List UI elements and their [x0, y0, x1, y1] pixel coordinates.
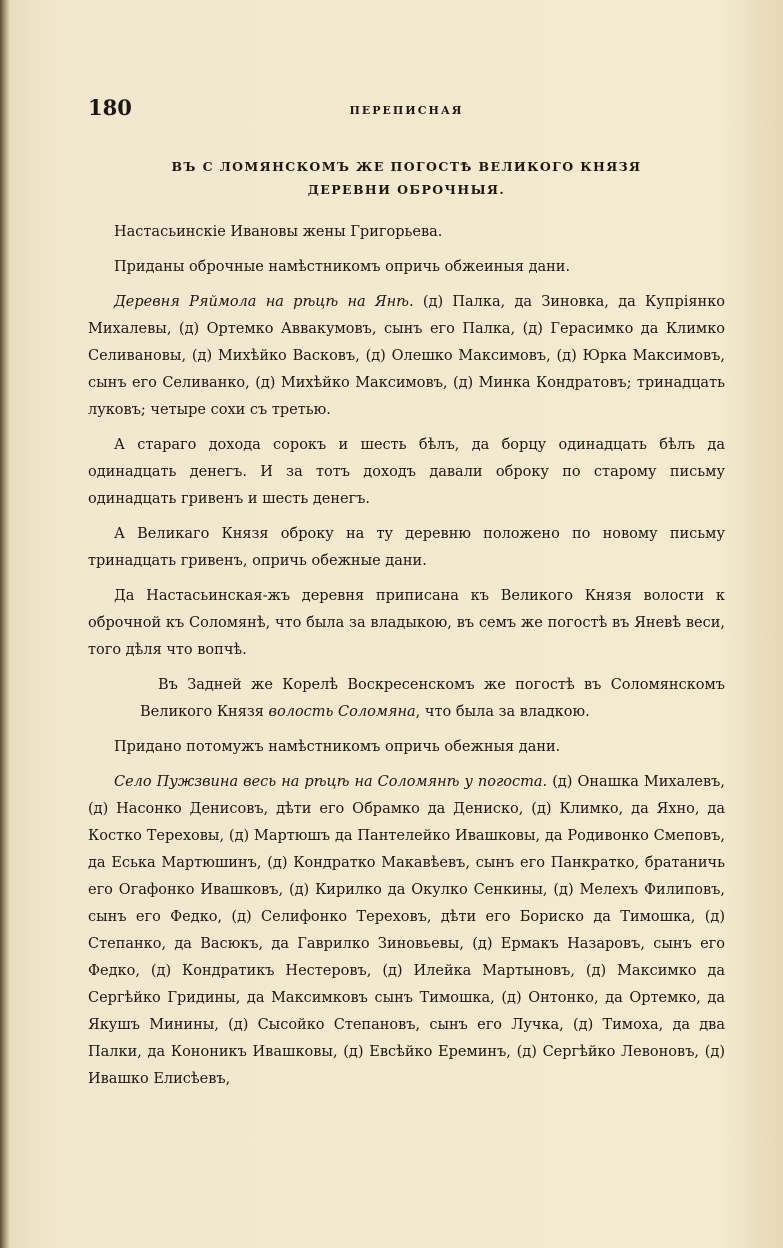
page-binding-edge: [0, 0, 10, 1248]
paragraph-3-text: (д) Палка, да Зиновка, да Купріянко Михалевы, (д) Ортемко Аввакумовъ, сынъ его Палка, (д) Герасимко да Климко Селивановы, (д) Михѣйко Васковъ, (д) Олешко Максимовъ, (д) Юрка Максимовъ, сынъ его Селиванко, (д) Михѣйко Максимовъ, (д) Минка Кондратовъ; тринадцать луковъ; четыре сохи съ третью.: [88, 294, 725, 418]
running-title: ПЕРЕПИСНАЯ: [349, 104, 464, 117]
village-name-italic: Деревня Ряймола на рѣцѣ на Янѣ.: [114, 294, 414, 310]
running-head: [88, 95, 725, 129]
paragraph-7-indented: [140, 672, 725, 726]
body-text: [88, 219, 725, 1093]
paragraph-7-text-a: Въ Задней же Корелѣ Воскресенскомъ же погостѣ въ Соломянскомъ Великого Князя: [140, 677, 725, 720]
volost-name-italic: волость Соломяна: [268, 704, 416, 720]
heading-line-1: ВЪ С ЛОМЯНСКОМЪ ЖЕ ПОГОСТѢ ВЕЛИКОГО КНЯЗЯ: [171, 159, 642, 174]
selo-name-italic: Село Пужзвина весь на рѣцѣ на Соломянѣ у погоста.: [114, 774, 548, 790]
paragraph-8: Придано потомужъ намѣстникомъ опричь обежныя дани.: [114, 739, 561, 755]
paragraph-9: [88, 769, 725, 1093]
paragraph-1: Настасьинскіе Ивановы жены Григорьева.: [114, 224, 443, 240]
paragraph-9-text: (д) Онашка Михалевъ, (д) Насонко Денисовъ, дѣти его Обрамко да Дениско, (д) Климко, да Яхно, да Костко Тереховы, (д) Мартюшъ да Пантелейко Ивашковы, да Родивонко Смеповъ, да Еська Мартюшинъ, (д) Кондратко Макавѣевъ, сынъ его Панкратко, братаничь его Огафонко Ивашковъ, (д) Кирилко да Окулко Сенкины, (д) Мелехъ Филиповъ, сынъ его Федко, (д) Селифонко Тереховъ, дѣти его Бориско да Тимошка, (д) Степанко, да Васюкъ, да Гаврилко Зиновьевы, (д) Ермакъ Назаровъ, сынъ его Федко, (д) Кондратикъ Нестеровъ, (д) Илейка Мартыновъ, (д) Максимко да Сергѣйко Гридины, да Максимковъ сынъ Тимошка, (д) Онтонко, да Ортемко, да Якушъ Минины, (д) Сысойко Степановъ, сынъ его Лучка, (д) Тимоха, да два Палки, да Кононикъ Ивашковы, (д) Евсѣйко Ереминъ, (д) Сергѣйко Левоновъ, (д) Ивашко Елисѣевъ,: [88, 774, 726, 1087]
page-number: 180: [88, 95, 132, 120]
heading-line-2: ДЕРЕВНИ ОБРОЧНЫЯ.: [307, 182, 506, 197]
section-heading: [88, 155, 725, 201]
paragraph-7-text-b: , что была за владкою.: [415, 704, 590, 720]
paragraph-3: [88, 289, 725, 424]
paragraph-2: Приданы оброчные намѣстникомъ опричь обжеиныя дани.: [114, 259, 571, 275]
paragraph-4: А стараго дохода сорокъ и шесть бѣлъ, да борцу одинадцать бѣлъ да одинадцать денегъ. И за тотъ доходъ давали оброку по старому письму одинадцать гривенъ и шесть денегъ.: [88, 437, 725, 507]
paragraph-5: А Великаго Князя оброку на ту деревню положено по новому письму тринадцать гривенъ, опричь обежные дани.: [88, 526, 725, 569]
paragraph-6: Да Настасьинская-жъ деревня приписана къ Великого Князя волости к оброчной къ Соломянѣ, что была за владыкою, въ семъ же погостѣ въ Яневѣ веси, того дѣля что вопчѣ.: [88, 588, 725, 658]
